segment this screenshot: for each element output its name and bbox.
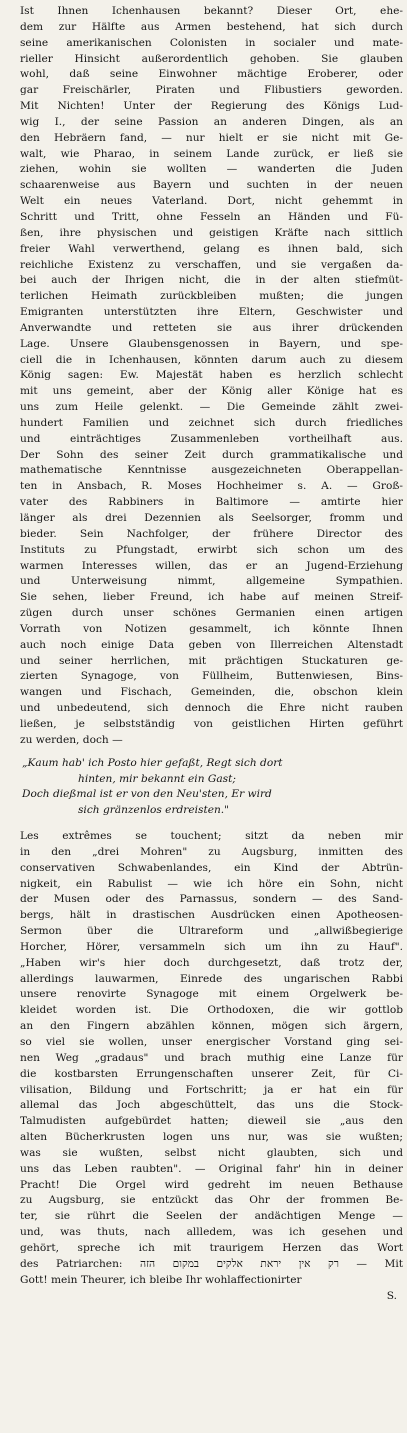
text-line: länger als drei Dezennien als Seelsorger, fromm und (20, 512, 403, 524)
text-line: ßen, ihre physischen und geistigen Kräfte nach sittlich (20, 226, 403, 239)
text-line: seine amerikanischen Colonisten in socialer und mate- (20, 36, 403, 49)
text-line: Mit Nichten! Unter der Regierung des Königs Lud- (20, 100, 403, 113)
verse-quote (4, 756, 403, 819)
text-line: warmen Interesses willen, das er an Jugend-Erziehung (20, 559, 403, 572)
text-line: und unbedeutend, sich dennoch die Ehre nicht rauben (20, 702, 403, 715)
text-line: Schritt und Tritt, ohne Fesseln an Händen und Fü- (20, 210, 403, 223)
text-line: bei auch der Ihrigen nicht, die in der alten stiefmüt- (20, 274, 403, 287)
text-line: ließen, je selbstständig von geistlichen Hirten geführt (20, 717, 403, 730)
verse-line-1: „Kaum hab' ich Posto hier gefaßt, Regt sich dort (22, 756, 283, 769)
text-line: Gott! mein Theurer, ich bleibe Ihr wohlaffectionirter (20, 1273, 302, 1286)
verse-line-2: Doch dießmal ist er von den Neu'sten, Er wird (22, 788, 272, 801)
text-line: Les extrêmes se touchent; sitzt da neben mir (20, 830, 403, 843)
text-line: was sie wußten, selbst nicht glaubten, sich und (20, 1146, 403, 1159)
text-line: schaarenweise aus Bayern und suchten in der neuen (20, 179, 403, 192)
text-line: vilisation, Bildung und Fortschritt; ja er hat ein für (20, 1083, 403, 1096)
article-column (4, 4, 403, 1304)
text-line: Welt ein neues Vaterland. Dort, nicht gehemmt in (20, 195, 403, 208)
text-line: und einträchtiges Zusammenleben vortheilhaft aus. (20, 432, 403, 445)
text-line: allerdings lauwarmen, Einrede des ungarischen Rabbi (20, 972, 403, 985)
text-line: an den Fingern abzählen können, mögen sich ärgern, (20, 1020, 403, 1033)
text-line: die kostbarsten Errungenschaften unserer Zeit, für Ci- (20, 1067, 403, 1080)
text-line: zu Augsburg, sie entzückt das Ohr der frommen Be- (20, 1194, 403, 1207)
text-line: allemal das Joch abgeschüttelt, das uns die Stock- (20, 1099, 403, 1112)
text-line: Lage. Unsere Glaubensgenossen in Bayern, und spe- (20, 337, 403, 350)
text-line: ziehen, wohin sie wollten — wanderten die Juden (20, 163, 403, 176)
text-line: Horcher, Hörer, versammeln sich um ihn zu Hauf". (20, 940, 403, 953)
text-line: in den „drei Mohren" zu Augsburg, inmitten des (20, 845, 403, 858)
text-line: dem zur Hälfte aus Armen bestehend, hat sich durch (20, 20, 403, 33)
text-line: zu werden, doch — (20, 733, 123, 746)
text-line: ter, sie rührt die Seelen der andächtigen Menge — (20, 1210, 403, 1223)
text-line: so viel sie wollen, unser energischer Vorstand ging sei- (20, 1036, 403, 1048)
text-line: Instituts zu Pfungstadt, erwirbt sich schon um des (20, 543, 403, 556)
text-line: hundert Familien und zeichnet sich durch friedliches (20, 416, 403, 429)
text-line: uns das Leben raubten". — Original fahr' hin in deiner (20, 1162, 403, 1175)
text-line: rieller Hinsicht außerordentlich gehoben. Sie glauben (20, 52, 403, 65)
text-line: ten in Ansbach, R. Moses Hochheimer s. A. — Groß- (20, 480, 403, 493)
text-line: zügen durch unser schönes Germanien einen artigen (20, 607, 403, 620)
text-line: König sagen: Ew. Majestät haben es herzlich schlecht (20, 369, 403, 382)
text-line: uns zum Heile gelenkt. — Die Gemeinde zählt zwei- (20, 401, 403, 414)
text-line: nigkeit, ein Rabulist — wie ich höre ein Sohn, nicht (20, 877, 403, 890)
text-line: bergs, hält in drastischen Ausdrücken einen Apotheosen- (20, 909, 403, 922)
text-line: kleidet worden ist. Die Orthodoxen, die wir gottlob (20, 1004, 403, 1017)
text-line: gar Freischärler, Piraten und Flibustiers geworden. (20, 84, 403, 97)
text-line: Emigranten unterstützten ihre Eltern, Geschwister und (20, 306, 403, 319)
text-line: mit uns gemeint, aber der König aller Könige hat es (20, 385, 403, 398)
text-line: nen Weg „gradaus" und brach muthig eine Lanze für (20, 1051, 403, 1064)
verse-line-2-continuation: sich gränzenlos erdreisten." (78, 804, 230, 817)
text-line: reichliche Existenz zu verschaffen, und sie vergaßen da- (20, 258, 403, 271)
text-line: des Patriarchen: רק אין יראת אלקים במקום הזה — Mit (20, 1257, 403, 1270)
text-line: mathematische Kenntnisse ausgezeichneten Oberappellan- (20, 464, 403, 477)
text-line: ciell die in Ichenhausen, könnten darum auch zu diesem (20, 353, 403, 366)
text-line: unsere renovirte Synagoge mit einem Orgelwerk be- (20, 988, 403, 1001)
text-line: alten Bücherkrusten logen uns nur, was sie wußten; (20, 1131, 403, 1144)
text-line: wig I., der seine Passion an anderen Dingen, als an (20, 115, 403, 128)
text-line: Vorrath von Notizen gesammelt, ich könnte Ihnen (20, 622, 403, 635)
text-line: zierten Synagoge, von Füllheim, Buttenwiesen, Bins- (20, 670, 403, 683)
text-line: Sie sehen, lieber Freund, ich habe auf meinen Streif- (20, 591, 403, 604)
text-line: wohl, daß seine Einwohner mächtige Eroberer, oder (20, 68, 403, 81)
text-line: und Unterweisung nimmt, allgemeine Sympathien. (20, 575, 403, 588)
paragraph-2 (4, 829, 403, 1288)
text-line: Talmudisten aufgebürdet hatten; dieweil sie „aus den (20, 1115, 403, 1128)
text-line: Der Sohn des seiner Zeit durch grammatikalische und (20, 448, 403, 461)
text-line: und, was thuts, nach allledem, was ich gesehen und (20, 1226, 403, 1239)
text-line: terlichen Heimath zurückbleiben mußten; die jungen (20, 290, 403, 303)
text-line: walt, wie Pharao, in seinem Lande zurück, er ließ sie (20, 147, 403, 160)
text-line: Pracht! Die Orgel wird gedreht im neuen Bethause (20, 1178, 403, 1191)
text-line: Ist Ihnen Ichenhausen bekannt? Dieser Ort, ehe- (20, 5, 403, 17)
text-line: der Musen oder des Parnassus, sondern — des Sand- (20, 893, 403, 906)
text-line: den Hebräern fand, — nur hielt er sie nicht mit Ge- (20, 131, 403, 144)
text-line: vater des Rabbiners in Baltimore — amtirte hier (20, 496, 403, 509)
text-line: gehört, spreche ich mit traurigem Herzen das Wort (20, 1241, 403, 1254)
text-line: auch noch einige Data geben von Illerreichen Altenstadt (20, 638, 403, 651)
signature: S. (386, 1289, 397, 1302)
text-line: freier Wahl verwerthend, gelang es ihnen bald, sich (20, 242, 403, 255)
text-line: conservativen Schwabenlandes, ein Kind der Abtrün- (20, 861, 403, 874)
text-line: wangen und Fischach, Gemeinden, die, obschon klein (20, 686, 403, 699)
text-line: Anverwandte und retteten sie aus ihrer drückenden (20, 321, 403, 334)
verse-line-1-continuation: hinten, mir bekannt ein Gast; (78, 772, 236, 785)
text-line: Sermon über die Ultrareform und „allwißbegierige (20, 925, 403, 938)
text-line: bieder. Sein Nachfolger, der frühere Director des (20, 527, 403, 540)
paragraph-1 (4, 4, 403, 749)
text-line: und seiner herrlichen, mit prächtigen Stuckaturen ge- (20, 654, 403, 667)
text-line: „Haben wir's hier doch durchgesetzt, daß trotz der, (20, 956, 403, 969)
